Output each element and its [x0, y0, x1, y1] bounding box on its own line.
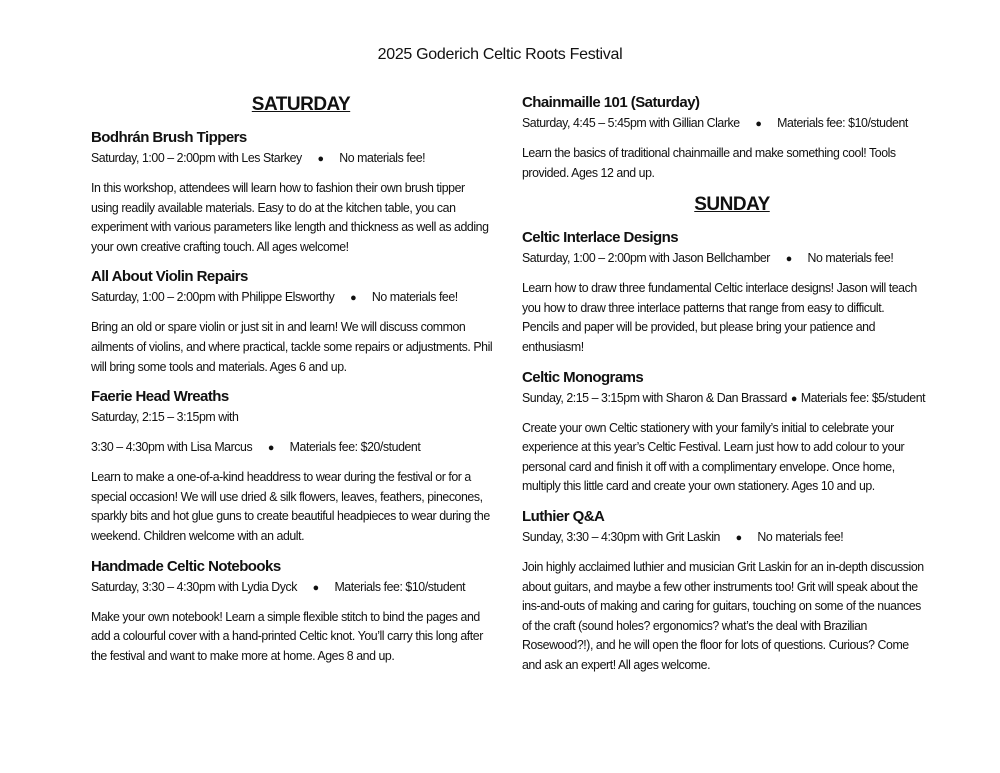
workshop-title: Celtic Monograms [522, 368, 644, 386]
workshop-schedule-line [91, 577, 503, 598]
description-line: Rosewood?!), and he will open the floor for lots of questions. Curious? Come [522, 638, 909, 653]
workshop-fee: No materials fee! [757, 529, 844, 544]
workshop-luthier-qa [522, 506, 942, 676]
workshop-schedule: Sunday, 2:15 – 3:15pm with Sharon & Dan Brassard [522, 390, 787, 405]
workshop-schedule: Saturday, 1:00 – 2:00pm with Les Starkey [91, 151, 302, 165]
description-line: experience at this year’s Celtic Festival. Learn just how to add colour to your [522, 440, 905, 455]
workshop-fee: No materials fee! [807, 251, 894, 266]
workshop-schedule-line [91, 287, 503, 308]
workshop-schedule-line [522, 527, 934, 548]
workshop-fee: Materials fee: $5/student [800, 390, 926, 405]
workshop-title: Celtic Interlace Designs [522, 229, 679, 247]
description-line: Learn how to draw three fundamental Celtic interlace designs! Jason will teach [522, 281, 917, 296]
workshop-schedule: 3:30 – 4:30pm with Lisa Marcus [91, 440, 253, 455]
description-line: sparkly bits and hot glue guns to create beautiful headpieces to wear during the [91, 509, 490, 524]
workshop-description [522, 279, 942, 357]
workshop-handmade-celtic-notebooks [91, 556, 511, 667]
workshop-title: Faerie Head Wreaths [91, 388, 229, 406]
bullet-icon: ● [755, 118, 762, 130]
workshop-celtic-monograms [522, 367, 942, 497]
workshop-description [522, 419, 942, 497]
workshop-schedule-line [91, 148, 503, 169]
description-line: enthusiasm! [522, 339, 584, 354]
description-line: ailments of violins, and where practical, tackle some repairs or adjustments. Phil [91, 339, 493, 354]
document-title: 2025 Goderich Celtic Roots Festival [377, 46, 623, 63]
workshop-schedule-line [522, 248, 934, 269]
description-line: In this workshop, attendees will learn how to fashion their own brush tipper [91, 181, 465, 195]
workshop-fee: No materials fee! [371, 290, 458, 305]
workshop-title: Chainmaille 101 (Saturday) [522, 94, 700, 111]
workshop-fee: Materials fee: $10/student [334, 579, 466, 594]
saturday-column [91, 92, 511, 675]
description-line: add a colourful cover with a hand-printed Celtic knot. You’ll carry this long after [91, 629, 483, 644]
description-line: special occasion! We will use dried & silk flowers, leaves, feathers, pinecones, [91, 489, 483, 504]
workshop-fee: No materials fee! [339, 151, 426, 165]
workshop-fee: Materials fee: $20/student [289, 440, 421, 455]
description-line: using readily available materials. Easy to do at the kitchen table, you can [91, 200, 456, 215]
description-line: will bring some tools and materials. Ages 6 and up. [91, 359, 347, 374]
description-line: Create your own Celtic stationery with your family’s initial to celebrate your [522, 420, 894, 435]
description-line: personal card and finish it off with a complimentary envelope. Once home, [522, 459, 895, 474]
description-line: Pencils and paper will be provided, but please bring your patience and [522, 320, 876, 335]
workshop-schedule: Saturday, 4:45 – 5:45pm with Gillian Clarke [522, 116, 740, 130]
workshop-title: Bodhrán Brush Tippers [91, 129, 247, 146]
workshop-schedule-first: Saturday, 2:15 – 3:15pm with [91, 410, 239, 425]
workshop-fee: Materials fee: $10/student [777, 116, 908, 130]
workshop-celtic-interlace-designs [522, 227, 942, 357]
workshop-description [91, 318, 511, 377]
description-line: Learn to make a one-of-a-kind headdress to wear during the festival or for a [91, 470, 471, 485]
description-line: your own creative crafting touch. All ages welcome! [91, 239, 349, 254]
day-heading-sunday: SUNDAY [694, 194, 770, 216]
bullet-icon: ● [350, 292, 357, 305]
workshop-schedule-line [522, 388, 934, 409]
workshop-schedule: Saturday, 3:30 – 4:30pm with Lydia Dyck [91, 579, 297, 594]
description-line: Join highly acclaimed luthier and musician Grit Laskin for an in-depth discussion [522, 559, 924, 574]
workshop-description [522, 144, 942, 183]
workshop-schedule: Saturday, 1:00 – 2:00pm with Philippe Elsworthy [91, 290, 335, 305]
workshop-faerie-head-wreaths [91, 386, 511, 546]
sunday-column [522, 92, 942, 685]
workshop-schedule: Saturday, 1:00 – 2:00pm with Jason Bellchamber [522, 251, 770, 266]
bullet-icon: ● [267, 442, 274, 455]
workshop-description [522, 558, 942, 676]
description-line: about guitars, and maybe a few other instruments too! Grit will speak about the [522, 579, 918, 594]
bullet-icon: ● [735, 531, 742, 544]
bullet-icon: ● [317, 153, 324, 165]
description-line: provided. Ages 12 and up. [522, 165, 655, 180]
workshop-schedule-line [522, 113, 934, 134]
workshop-description [91, 468, 511, 546]
description-line: and ask an expert! All ages welcome. [522, 657, 711, 672]
day-heading-saturday: SATURDAY [251, 94, 351, 115]
description-line: Bring an old or spare violin or just sit in and learn! We will discuss common [91, 320, 466, 335]
workshop-schedule-line [91, 437, 503, 458]
workshop-schedule: Sunday, 3:30 – 4:30pm with Grit Laskin [522, 529, 720, 544]
workshop-description [91, 608, 511, 667]
workshop-title: All About Violin Repairs [91, 268, 248, 286]
workshop-description [91, 179, 511, 257]
description-line: ins-and-outs of making and caring for guitars, touching on some of the nuances [522, 599, 921, 614]
description-line: you how to draw three interlace patterns that range from easy to difficult. [522, 300, 885, 315]
description-line: multiply this little card and create your own stationery. Ages 10 and up. [522, 479, 875, 494]
workshop-bodhran-brush-tippers [91, 127, 511, 257]
bullet-icon: ● [790, 392, 797, 405]
bullet-icon: ● [312, 581, 319, 594]
description-line: experiment with various parameters like length and thickness as well as adding [91, 220, 489, 235]
description-line: of the craft (sound holes? ergonomics? what’s the deal with Brazilian [522, 618, 867, 633]
description-line: the festival and want to make more at home. Ages 8 and up. [91, 648, 395, 663]
bullet-icon: ● [785, 253, 792, 266]
workshop-title: Luthier Q&A [522, 507, 605, 525]
workshop-title: Handmade Celtic Notebooks [91, 557, 281, 575]
description-line: Make your own notebook! Learn a simple flexible stitch to bind the pages and [91, 609, 480, 624]
description-line: weekend. Children welcome with an adult. [91, 528, 305, 543]
workshop-chainmaille-101 [522, 92, 942, 183]
description-line: Learn the basics of traditional chainmaille and make something cool! Tools [522, 146, 896, 160]
workshop-violin-repairs [91, 266, 511, 377]
